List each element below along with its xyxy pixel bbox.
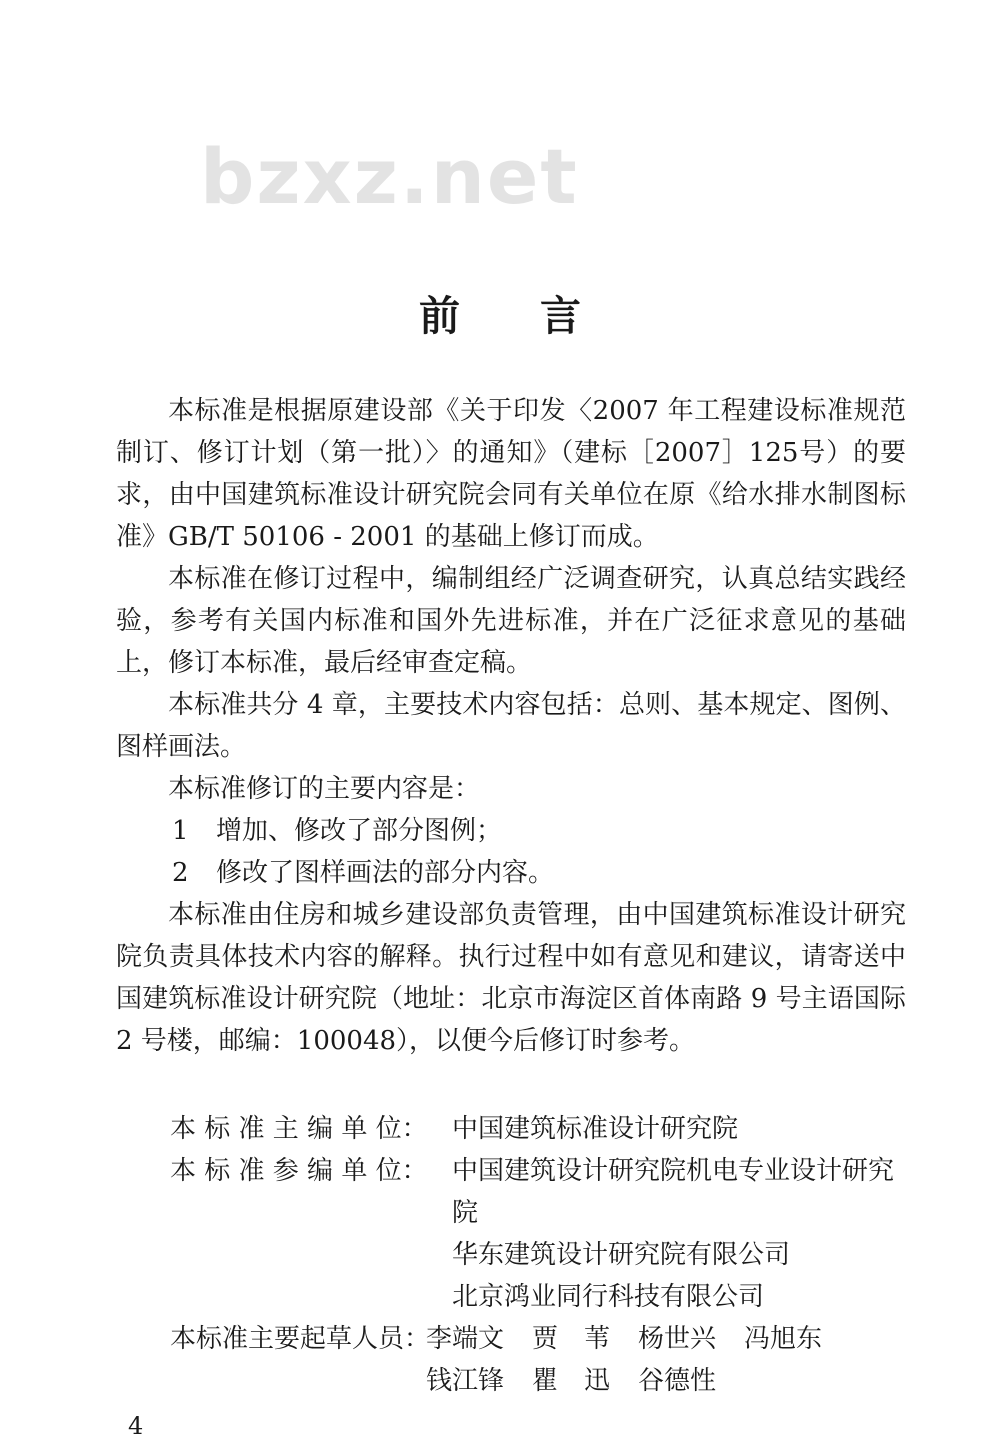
title-char-2: 言: [540, 292, 581, 340]
revision-number: 2: [172, 858, 189, 888]
paragraph-process: 本标准在修订过程中，编制组经广泛调查研究，认真总结实践经验，参考有关国内标准和国外先进标准，并在广泛征求意见的基础上，修订本标准，最后经审查定稿。: [116, 564, 906, 678]
drafter-name: 李端文: [426, 1324, 505, 1354]
watermark: bzxz.net: [200, 132, 579, 221]
revision-item: [116, 810, 906, 852]
paragraph-basis: 本标准是根据原建设部《关于印发〈2007 年工程建设标准规范制订、修订计划（第一批）〉的通知》（建标［2007］125号）的要求，由中国建筑标准设计研究院会同有关单位在原《给水排水制图标准》GB/T 50106 - 2001 的基础上修订而成。: [116, 396, 906, 552]
paragraph-chapters: 本标准共分 4 章，主要技术内容包括：总则、基本规定、图例、图样画法。: [116, 690, 906, 762]
chief-unit-label: 本 标 准 主 编 单 位：: [170, 1114, 428, 1144]
participating-unit: 华东建筑设计研究院有限公司: [452, 1240, 791, 1270]
page-title: [0, 283, 1000, 342]
participating-unit: 中国建筑设计研究院机电专业设计研究院: [452, 1156, 895, 1228]
drafter-name: 瞿 迅: [532, 1366, 611, 1396]
drafter-name: 杨世兴: [638, 1324, 717, 1354]
paragraph-revision-intro: 本标准修订的主要内容是：: [168, 774, 481, 804]
paragraph-management: 本标准由住房和城乡建设部负责管理，由中国建筑标准设计研究院负责具体技术内容的解释。执行过程中如有意见和建议，请寄送中国建筑标准设计研究院（地址：北京市海淀区首体南路 9 号主语国际 2 号楼，邮编：100048），以便今后修订时参考。: [116, 900, 906, 1056]
page-number: 4: [128, 1412, 144, 1440]
revision-item: [116, 852, 906, 894]
drafter-name: 钱江锋: [426, 1366, 505, 1396]
drafter-name: 贾 苇: [532, 1324, 611, 1354]
participating-unit: 北京鸿业同行科技有限公司: [452, 1282, 765, 1312]
drafter-name: 冯旭东: [744, 1324, 823, 1354]
preface-body: [116, 390, 906, 1062]
drafters-label: 本标准主要起草人员：: [170, 1324, 431, 1354]
revision-text: 修改了图样画法的部分内容。: [216, 858, 555, 888]
participating-unit-label: 本 标 准 参 编 单 位：: [170, 1156, 428, 1186]
title-char-1: 前: [419, 292, 460, 340]
chief-unit: 中国建筑标准设计研究院: [452, 1114, 739, 1144]
drafter-name: 谷德性: [638, 1366, 717, 1396]
revision-text: 增加、修改了部分图例；: [216, 816, 503, 846]
revision-number: 1: [172, 816, 189, 846]
